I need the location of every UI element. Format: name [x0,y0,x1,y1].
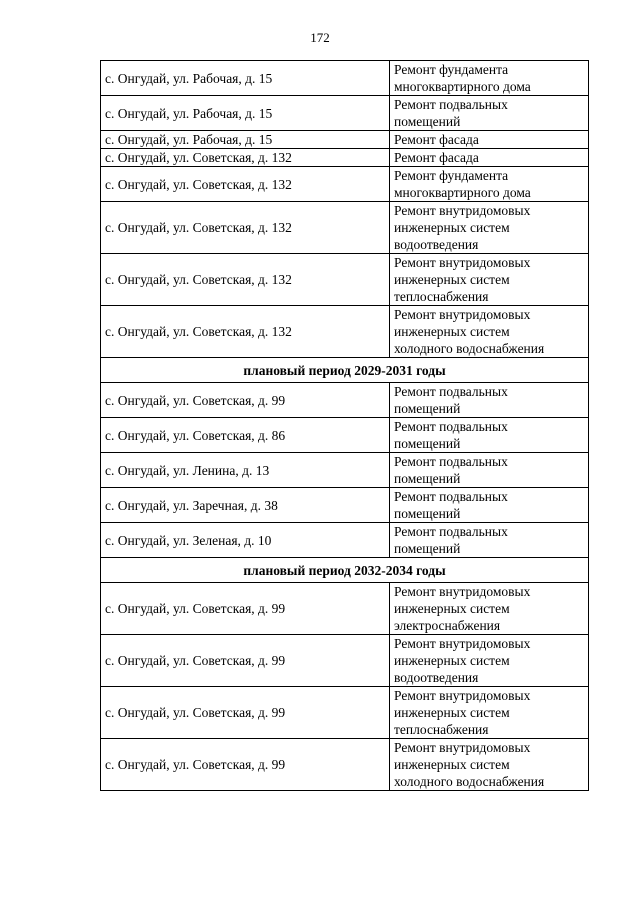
table-row [101,583,589,635]
table-row [101,96,589,131]
work-type-cell: Ремонт подвальных помещений [390,96,589,131]
work-type-cell: Ремонт фундамента многоквартирного дома [390,61,589,96]
address-cell: с. Онгудай, ул. Зеленая, д. 10 [101,523,390,558]
address-cell: с. Онгудай, ул. Ленина, д. 13 [101,453,390,488]
address-cell: с. Онгудай, ул. Рабочая, д. 15 [101,131,390,149]
table-row [101,167,589,202]
address-cell: с. Онгудай, ул. Советская, д. 132 [101,202,390,254]
work-type-cell: Ремонт внутридомовых инженерных систем теплоснабжения [390,254,589,306]
table-row [101,149,589,167]
address-cell: с. Онгудай, ул. Советская, д. 132 [101,254,390,306]
table-row [101,254,589,306]
work-type-cell: Ремонт внутридомовых инженерных систем холодного водоснабжения [390,739,589,791]
table-row [101,635,589,687]
table-row [101,306,589,358]
table-row [101,61,589,96]
address-cell: с. Онгудай, ул. Советская, д. 132 [101,149,390,167]
table-row [101,687,589,739]
address-cell: с. Онгудай, ул. Заречная, д. 38 [101,488,390,523]
table-body [101,61,589,791]
work-type-cell: Ремонт подвальных помещений [390,453,589,488]
work-type-cell: Ремонт фундамента многоквартирного дома [390,167,589,202]
address-cell: с. Онгудай, ул. Советская, д. 99 [101,739,390,791]
address-cell: с. Онгудай, ул. Советская, д. 99 [101,383,390,418]
address-cell: с. Онгудай, ул. Рабочая, д. 15 [101,61,390,96]
address-cell: с. Онгудай, ул. Советская, д. 99 [101,583,390,635]
work-type-cell: Ремонт внутридомовых инженерных систем водоотведения [390,635,589,687]
work-type-cell: Ремонт подвальных помещений [390,523,589,558]
work-type-cell: Ремонт подвальных помещений [390,488,589,523]
table-row [101,202,589,254]
work-type-cell: Ремонт внутридомовых инженерных систем холодного водоснабжения [390,306,589,358]
work-type-cell: Ремонт внутридомовых инженерных систем теплоснабжения [390,687,589,739]
table-row [101,131,589,149]
page-number: 172 [310,30,330,45]
section-header-row [101,558,589,583]
work-type-cell: Ремонт внутридомовых инженерных систем водоотведения [390,202,589,254]
table-row [101,488,589,523]
table-row [101,739,589,791]
work-type-cell: Ремонт подвальных помещений [390,383,589,418]
address-cell: с. Онгудай, ул. Советская, д. 86 [101,418,390,453]
address-cell: с. Онгудай, ул. Советская, д. 132 [101,306,390,358]
work-type-cell: Ремонт подвальных помещений [390,418,589,453]
address-cell: с. Онгудай, ул. Советская, д. 132 [101,167,390,202]
section-header-row [101,358,589,383]
table-row [101,383,589,418]
work-type-cell: Ремонт фасада [390,149,589,167]
table-row [101,523,589,558]
address-cell: с. Онгудай, ул. Советская, д. 99 [101,687,390,739]
table-row [101,453,589,488]
work-type-cell: Ремонт внутридомовых инженерных систем электроснабжения [390,583,589,635]
section-title: плановый период 2032-2034 годы [101,558,589,583]
section-title: плановый период 2029-2031 годы [101,358,589,383]
work-type-cell: Ремонт фасада [390,131,589,149]
repair-schedule-table [100,60,589,791]
address-cell: с. Онгудай, ул. Рабочая, д. 15 [101,96,390,131]
table-row [101,418,589,453]
address-cell: с. Онгудай, ул. Советская, д. 99 [101,635,390,687]
